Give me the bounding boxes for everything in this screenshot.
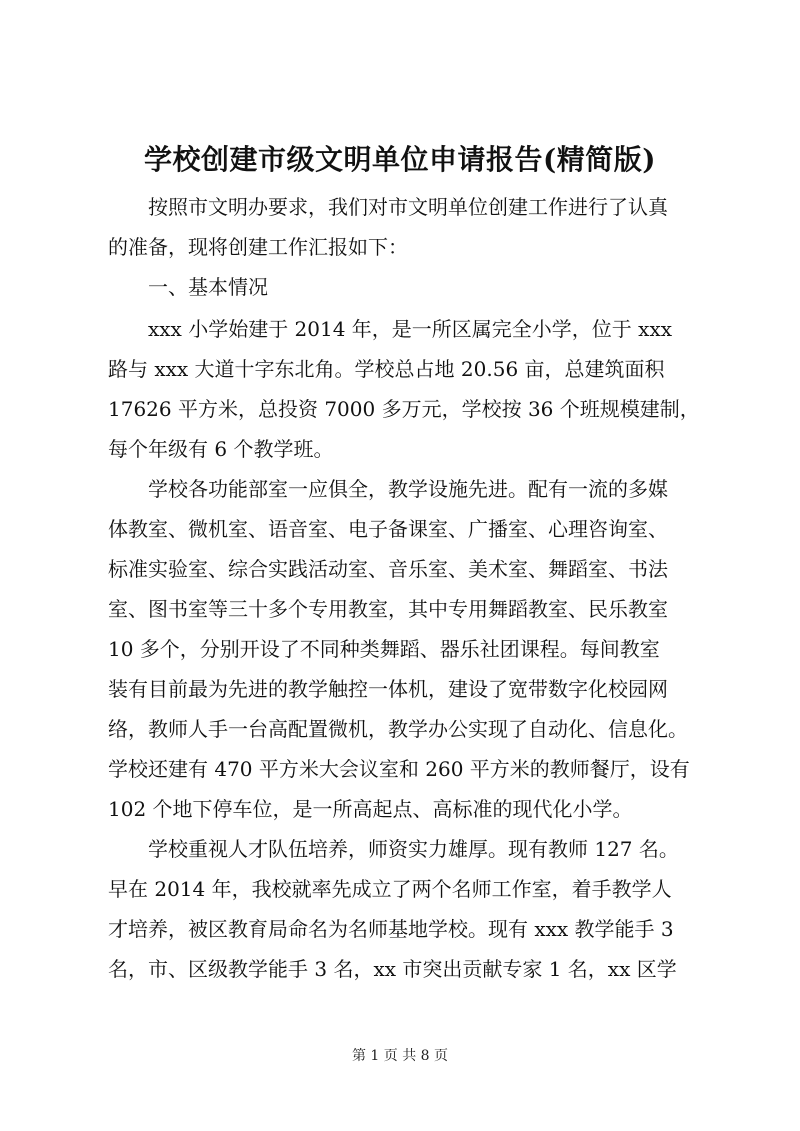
paragraph-line: 学校重视人才队伍培养，师资实力雄厚。现有教师 127 名。 <box>148 837 679 861</box>
paragraph-line: 10 多个，分别开设了不同种类舞蹈、器乐社团课程。每间教室 <box>108 637 660 661</box>
section-heading: 一、基本情况 <box>148 275 268 299</box>
paragraph-line: 室、图书室等三十多个专用教室，其中专用舞蹈教室、民乐教室 <box>108 597 668 621</box>
paragraph-line: 102 个地下停车位，是一所高起点、高标准的现代化小学。 <box>108 797 633 821</box>
paragraph-line: 每个年级有 6 个教学班。 <box>108 437 334 461</box>
paragraph-line: 17626 平方米，总投资 7000 多万元，学校按 36 个班规模建制， <box>108 397 700 421</box>
paragraph-line: 学校各功能部室一应俱全，教学设施先进。配有一流的多媒 <box>148 477 668 501</box>
paragraph-line: 体教室、微机室、语音室、电子备课室、广播室、心理咨询室、 <box>108 517 668 541</box>
paragraph-line: 的准备，现将创建工作汇报如下： <box>108 235 408 259</box>
paragraph-line: 按照市文明办要求，我们对市文明单位创建工作进行了认真 <box>148 195 668 219</box>
paragraph-line: xxx 小学始建于 2014 年，是一所区属完全小学，位于 xxx <box>148 317 673 341</box>
paragraph-line: 早在 2014 年，我校就率先成立了两个名师工作室，着手教学人 <box>108 877 672 901</box>
document-title: 学校创建市级文明单位申请报告(精简版) <box>144 143 656 176</box>
paragraph-line: 络，教师人手一台高配置微机，教学办公实现了自动化、信息化。 <box>108 717 688 741</box>
paragraph-line: 名，市、区级教学能手 3 名，xx 市突出贡献专家 1 名，xx 区学 <box>108 957 677 981</box>
paragraph-line: 标准实验室、综合实践活动室、音乐室、美术室、舞蹈室、书法 <box>108 557 668 581</box>
paragraph-line: 路与 xxx 大道十字东北角。学校总占地 20.56 亩，总建筑面积 <box>108 357 665 381</box>
paragraph-line: 装有目前最为先进的教学触控一体机，建设了宽带数字化校园网 <box>108 677 668 701</box>
paragraph-line: 才培养，被区教育局命名为名师基地学校。现有 xxx 教学能手 3 <box>108 917 674 941</box>
paragraph-line: 学校还建有 470 平方米大会议室和 260 平方米的教师餐厅，设有 <box>108 757 690 781</box>
page-number-footer: 第 1 页 共 8 页 <box>351 1048 449 1064</box>
